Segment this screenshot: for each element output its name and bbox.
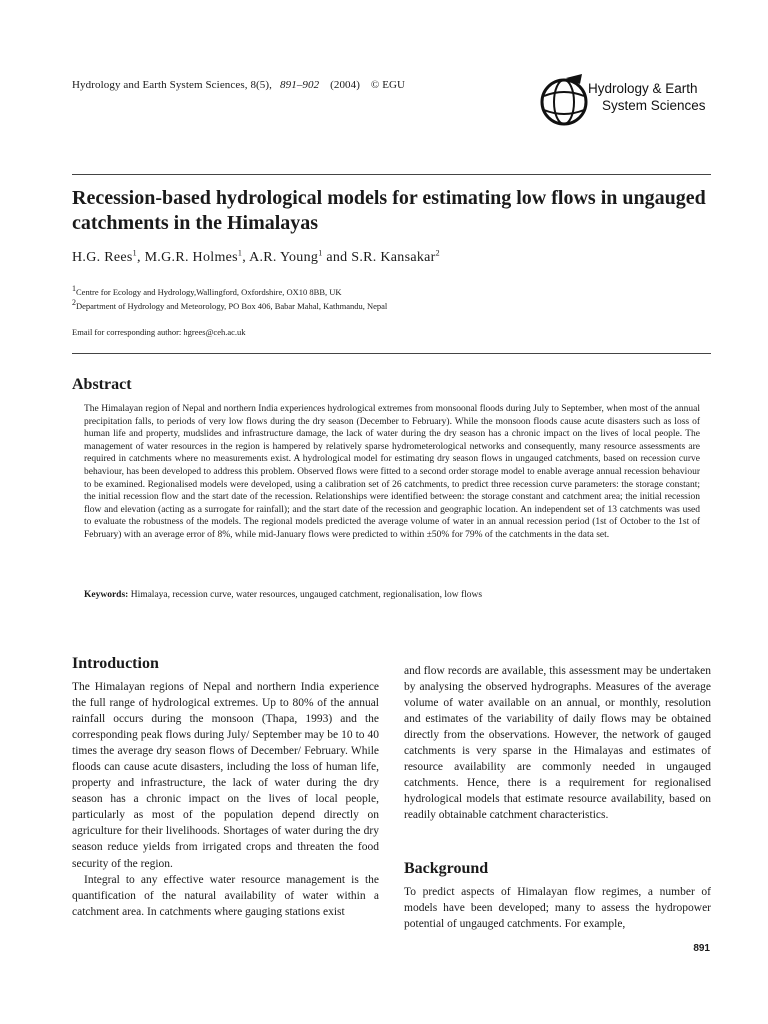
affiliation-1: $^1$Centre for Ecology and Hydrology,Wallingford, Oxfordshire, OX10 8BB, UK — [72, 284, 342, 297]
copyright-notice: © EGU — [370, 79, 406, 91]
author: A.R. Young$^1$ and — [249, 248, 352, 265]
journal-logo — [536, 70, 716, 132]
page-range: 891–902 — [280, 79, 320, 91]
page-number: 891 — [693, 943, 710, 954]
author: H.G. Rees$^1$, — [72, 248, 145, 265]
top-rule — [72, 174, 711, 175]
author: M.G.R. Holmes$^1$, — [144, 248, 250, 265]
journal-name: Hydrology and Earth System Sciences, 8(5), — [72, 79, 273, 91]
background-heading: Background — [404, 860, 489, 877]
paper-title: Recession-based hydrological models for estimating low flows in ungauged catchments in the Himalayas — [72, 187, 706, 234]
affiliation-2: $^2$Department of Hydrology and Meteorology, PO Box 406, Babar Mahal, Kathmandu, Nepal — [72, 298, 388, 311]
keywords — [84, 590, 700, 600]
header-divider — [72, 353, 711, 354]
intro-paragraph-2: Integral to any effective water resource management is the quantification of the natural availability of water within a catchment area. In catchments where gauging stations exist — [72, 873, 379, 918]
logo-line-1: Hydrology & Earth — [588, 81, 698, 96]
publication-year: (2004) — [330, 79, 361, 91]
journal-citation — [72, 79, 413, 91]
logo-wordmark — [588, 80, 706, 114]
author-list — [72, 250, 440, 266]
abstract-body: The Himalayan region of Nepal and northern India experiences hydrological extremes from monsoonal floods during July to September, when most of the annual precipitation falls, to periods of very low flows during the dry season (December to February). While the monsoon floods cause acute disasters such as loss of human life and property, mudslides and infrastructure damage, the lack of water during the dry season has a chronic impact on the lives of local people. The management of water resources in the region is hampered by relatively sparse hydrometerological networks and consequently, many resource assessments are required in catchments where no measurements exist. A hydrological model for estimating dry season flows in ungauged catchments, based on recession curve behaviour, has been developed to address this problem. Observed flows were fitted to a second order storage model to enable average annual recession behaviour to be examined. Regionalised models were developed, using a calibration set of 26 catchments, to predict three recession curve parameters: the storage constant; the initial recession flow and the start date of the recession. Relationships were identified between: the storage constant and catchment area; the initial recession flow and elevation (acting as a surrogate for rainfall); and the start date of the recession and geographic location. An independent set of 13 catchments was used to evaluate the robustness of the models. The regional models predicted the average volume of water in an annual recession period (1st of October to the 1st of February) with an average error of 8%, while mid-January flows were predicted to within ±50% for 79% of the catchments in the data set. — [84, 404, 700, 540]
background-body: To predict aspects of Himalayan flow regimes, a number of models have been developed; many to assess the hydropower potential of ungauged catchments. For example, — [404, 886, 711, 931]
introduction-continued: and flow records are available, this assessment may be undertaken by analysing the observed hydrographs. Measures of the average volume of water available on an annual, or monthly, resolution and estimates of the variability of daily flows may be obtained directly from the observations. However, the network of gauged catchments is very sparse in the Himalayas and estimates of resource availability are commonly needed in ungauged catchments. Hence, there is a requirement for regionalised hydrological models that estimate resource availability, based on readily obtainable catchment characteristics. — [404, 665, 711, 822]
intro-paragraph-1: The Himalayan regions of Nepal and northern India experience the full range of hydrological extremes. Up to 80% of the annual rainfall occurs during the monsoon (Thapa, 1993) and the corresponding peak flows during July/ September may be 10 to 40 times the average dry season flows of December/ February. While floods can cause acute disasters, including the loss of human life, property and infrastructure, the lack of water during the dry season has a chronic impact on the lives of local people, particularly as most of the population depend directly on agriculture for their livelihoods. Shortages of water during the dry season reduce yields from irrigated crops and threaten the food security of the region. — [72, 681, 379, 870]
abstract-heading: Abstract — [72, 376, 132, 393]
introduction-heading: Introduction — [72, 655, 159, 672]
introduction-body — [72, 679, 379, 920]
keywords-label: Keywords: — [84, 590, 129, 600]
keywords-list: Himalaya, recession curve, water resources, ungauged catchment, regionalisation, low flows — [130, 590, 483, 600]
logo-line-2: System Sciences — [602, 98, 706, 113]
author: S.R. Kansakar$^2$ — [351, 248, 440, 265]
corresponding-email: Email for corresponding author: hgrees@ceh.ac.uk — [72, 327, 246, 337]
